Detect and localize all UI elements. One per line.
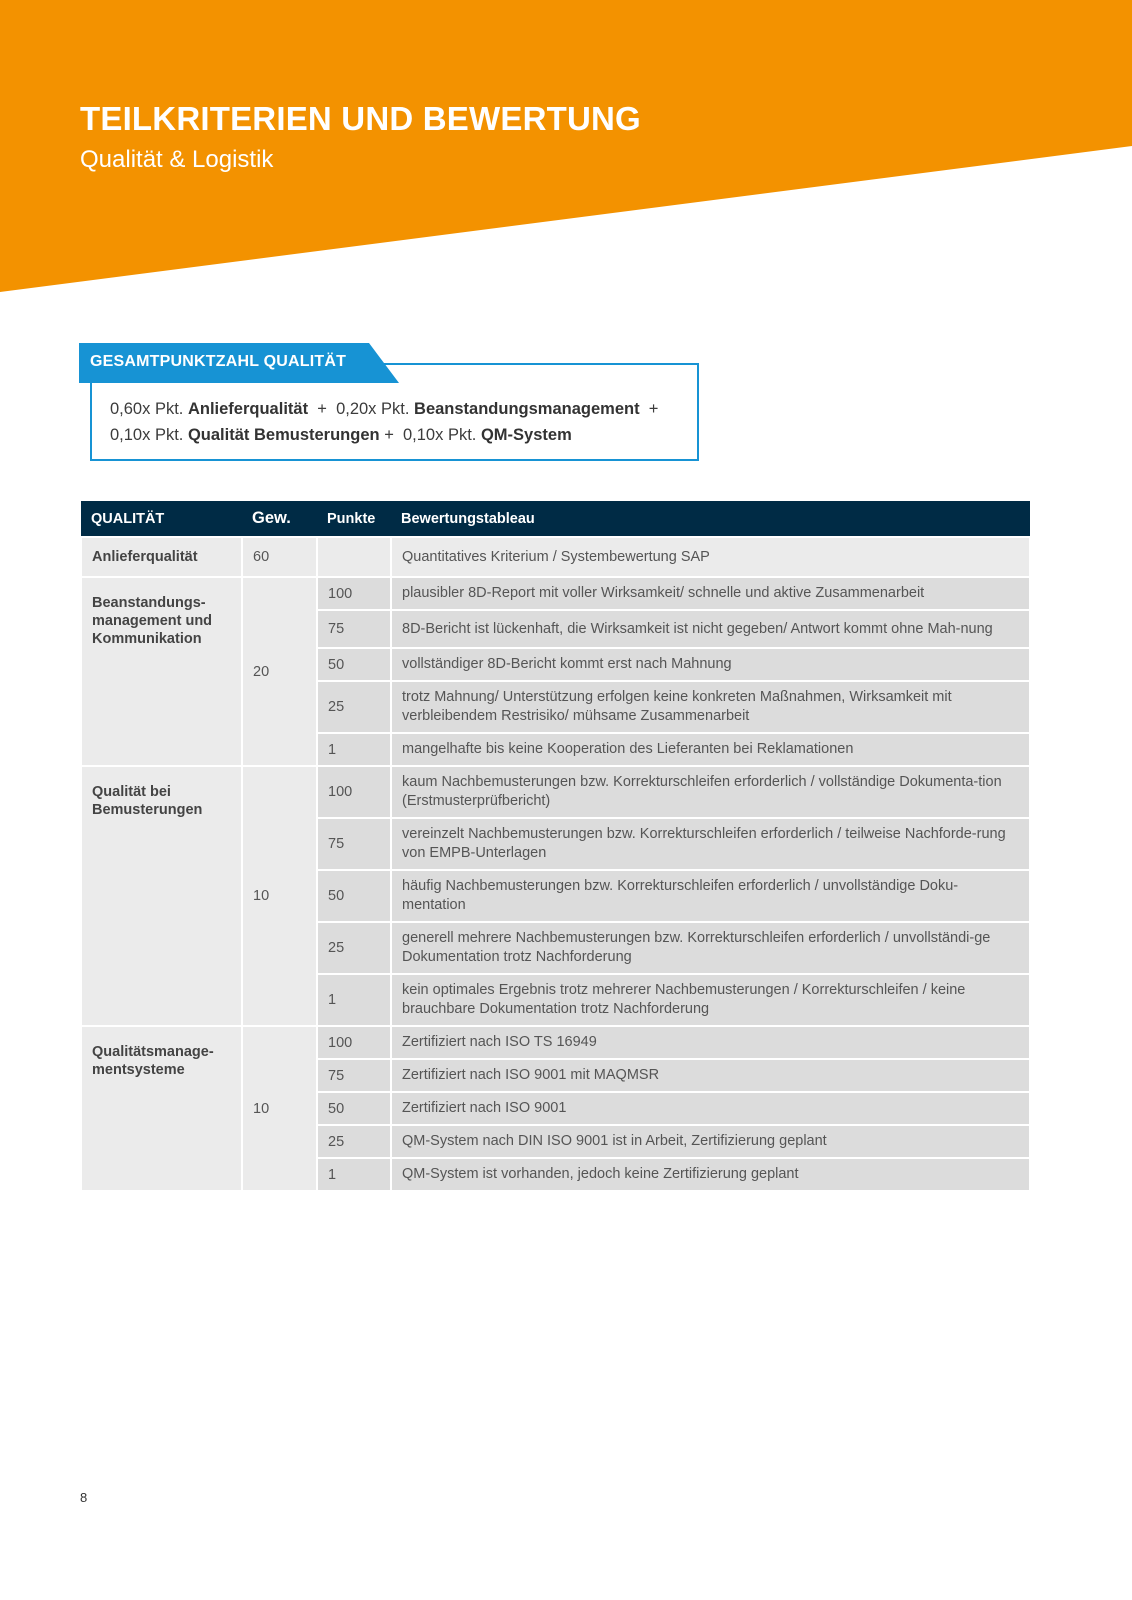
criterion-weight: 20 (242, 577, 317, 766)
formula-plus: + (317, 400, 327, 418)
page-title: TEILKRITERIEN UND BEWERTUNG (80, 100, 641, 137)
points-cell: 50 (317, 870, 391, 922)
criteria-table (80, 501, 1031, 1192)
points-cell: 50 (317, 648, 391, 681)
description-cell: generell mehrere Nachbemusterungen bzw. Korrekturschleifen erforderlich / unvollständi-ge Dokumentation trotz Nachforderung (391, 922, 1030, 974)
header-weight: Gew. (242, 501, 317, 537)
description-cell: QM-System nach DIN ISO 9001 ist in Arbeit, Zertifizierung geplant (391, 1125, 1030, 1158)
criterion-name: Qualitätsmanage- mentsysteme (81, 1026, 242, 1191)
formula-plus: + (648, 400, 659, 418)
header-criterion: QUALITÄT (81, 501, 242, 537)
page-subtitle: Qualität & Logistik (80, 146, 274, 173)
description-cell: kaum Nachbemusterungen bzw. Korrekturschleifen erforderlich / vollständige Dokumenta-tion (Erstmusterprüfbericht) (391, 766, 1030, 818)
points-cell (317, 537, 391, 577)
criterion-weight: 10 (242, 1026, 317, 1191)
formula-term: QM-System (480, 426, 572, 444)
description-cell: Zertifiziert nach ISO 9001 mit MAQMSR (391, 1059, 1030, 1092)
points-cell: 75 (317, 610, 391, 648)
points-cell: 100 (317, 577, 391, 610)
criterion-name: Beanstandungs- management und Kommunikation (81, 577, 242, 766)
table-row (81, 577, 1030, 610)
description-cell: vereinzelt Nachbemusterungen bzw. Korrekturschleifen erforderlich / teilweise Nachforde-rung von EMPB-Unterlagen (391, 818, 1030, 870)
description-cell: mangelhafte bis keine Kooperation des Lieferanten bei Reklamationen (391, 733, 1030, 766)
description-cell: Zertifiziert nach ISO TS 16949 (391, 1026, 1030, 1059)
table-body (81, 537, 1030, 1191)
description-cell: vollständiger 8D-Bericht kommt erst nach Mahnung (391, 648, 1030, 681)
description-cell: plausibler 8D-Report mit voller Wirksamkeit/ schnelle und aktive Zusammenarbeit (391, 577, 1030, 610)
points-cell: 25 (317, 1125, 391, 1158)
formula-factor: 0,10x Pkt. (403, 426, 477, 444)
description-cell: 8D-Bericht ist lückenhaft, die Wirksamkeit ist nicht gegeben/ Antwort kommt ohne Mah-nung (391, 610, 1030, 648)
page-number: 8 (80, 1490, 88, 1505)
table-row (81, 1026, 1030, 1059)
points-cell: 1 (317, 733, 391, 766)
points-cell: 1 (317, 1158, 391, 1191)
description-cell: trotz Mahnung/ Unterstützung erfolgen keine konkreten Maßnahmen, Wirksamkeit mit verbleibendem Restrisiko/ mühsame Zusammenarbeit (391, 681, 1030, 733)
description-cell: kein optimales Ergebnis trotz mehrerer Nachbemusterungen / Korrekturschleifen / keine brauchbare Dokumentation trotz Nachforderung (391, 974, 1030, 1026)
criterion-weight: 10 (242, 766, 317, 1026)
formula-text (110, 396, 695, 448)
points-cell: 75 (317, 818, 391, 870)
criterion-weight: 60 (242, 537, 317, 577)
description-cell: QM-System ist vorhanden, jedoch keine Zertifizierung geplant (391, 1158, 1030, 1191)
points-cell: 75 (317, 1059, 391, 1092)
formula-term: Anlieferqualität (187, 400, 309, 418)
description-cell: Zertifiziert nach ISO 9001 (391, 1092, 1030, 1125)
points-cell: 50 (317, 1092, 391, 1125)
points-cell: 100 (317, 766, 391, 818)
formula-term: Qualität Bemusterungen (187, 426, 380, 444)
table-row (81, 766, 1030, 818)
points-cell: 25 (317, 922, 391, 974)
points-cell: 100 (317, 1026, 391, 1059)
table-row (81, 537, 1030, 577)
table-header-row (81, 501, 1030, 537)
formula-term: Beanstandungsmanagement (414, 400, 640, 418)
points-cell: 25 (317, 681, 391, 733)
header-points: Punkte (317, 501, 391, 537)
description-cell: häufig Nachbemusterungen bzw. Korrekturschleifen erforderlich / unvollständige Doku-mentation (391, 870, 1030, 922)
criterion-name: Qualität bei Bemusterungen (81, 766, 242, 1026)
header-description: Bewertungstableau (391, 501, 1030, 537)
criterion-name: Anlieferqualität (81, 537, 242, 577)
points-cell: 1 (317, 974, 391, 1026)
description-cell: Quantitatives Kriterium / Systembewertung SAP (391, 537, 1030, 577)
formula-factor: 0,60x Pkt. (110, 400, 184, 418)
formula-factor: 0,20x Pkt. (336, 400, 410, 418)
formula-factor: 0,10x Pkt. (110, 426, 184, 444)
formula-tab-label: GESAMTPUNKTZAHL QUALITÄT (90, 353, 347, 370)
formula-plus: + (384, 426, 394, 444)
